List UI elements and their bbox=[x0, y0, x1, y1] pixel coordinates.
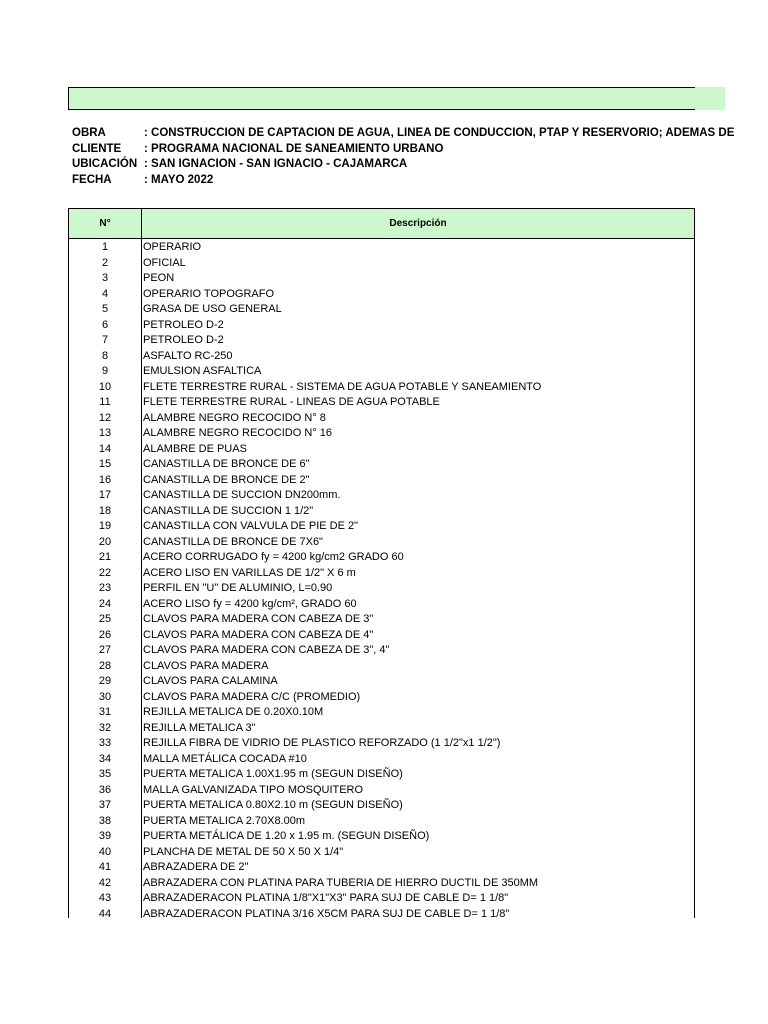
header-value: : PROGRAMA NACIONAL DE SANEAMIENTO URBANO bbox=[144, 142, 444, 155]
row-description: MALLA METÁLICA COCADA #10 bbox=[143, 752, 307, 765]
table-row bbox=[69, 426, 694, 442]
row-description: ALAMBRE NEGRO RECOCIDO N° 8 bbox=[143, 411, 326, 424]
row-description: CLAVOS PARA MADERA bbox=[143, 659, 269, 672]
table-row bbox=[69, 535, 694, 551]
row-number: 7 bbox=[101, 334, 109, 346]
materials-table bbox=[68, 208, 695, 918]
row-number: 20 bbox=[98, 535, 112, 548]
row-number: 22 bbox=[98, 566, 112, 579]
row-description: CLAVOS PARA MADERA CON CABEZA DE 3", 4" bbox=[143, 644, 390, 656]
row-number: 35 bbox=[98, 768, 112, 780]
table-row bbox=[69, 783, 694, 799]
header-row-obra bbox=[72, 126, 752, 142]
row-description: FLETE TERRESTRE RURAL - SISTEMA DE AGUA POTABLE Y SANEAMIENTO bbox=[143, 380, 542, 393]
table-row bbox=[69, 240, 694, 256]
title-banner bbox=[68, 87, 695, 110]
table-row bbox=[69, 256, 694, 272]
header-value: : MAYO 2022 bbox=[144, 173, 214, 186]
table-row bbox=[69, 891, 694, 907]
row-description: ASFALTO RC-250 bbox=[143, 349, 233, 362]
row-description: EMULSION ASFALTICA bbox=[143, 365, 262, 377]
row-description: OFICIAL bbox=[143, 256, 186, 269]
table-row bbox=[69, 845, 694, 861]
header-label: CLIENTE bbox=[72, 142, 122, 155]
row-description: PETROLEO D-2 bbox=[143, 318, 224, 331]
table-row bbox=[69, 798, 694, 814]
table-row bbox=[69, 767, 694, 783]
table-row bbox=[69, 907, 694, 919]
table-row bbox=[69, 628, 694, 644]
table-row bbox=[69, 690, 694, 706]
table-row bbox=[69, 395, 694, 411]
row-description: PUERTA METALICA 2.70X8.00m bbox=[143, 814, 306, 827]
row-number: 16 bbox=[98, 473, 112, 486]
row-number: 23 bbox=[98, 582, 112, 594]
table-row bbox=[69, 659, 694, 675]
row-number: 13 bbox=[98, 427, 112, 439]
table-row bbox=[69, 457, 694, 473]
header-value: : SAN IGNACION - SAN IGNACIO - CAJAMARCA bbox=[144, 158, 408, 170]
row-number: 32 bbox=[98, 721, 112, 734]
table-row bbox=[69, 876, 694, 892]
row-description: REJILLA METALICA DE 0.20X0.10M bbox=[143, 706, 324, 718]
row-description: CLAVOS PARA CALAMINA bbox=[143, 675, 278, 687]
row-number: 29 bbox=[98, 675, 112, 687]
row-number: 10 bbox=[98, 380, 112, 393]
header-row-fecha bbox=[72, 173, 752, 189]
table-row bbox=[69, 349, 694, 365]
row-description: CANASTILLA DE SUCCION 1 1/2" bbox=[143, 504, 314, 517]
row-description: CANASTILLA DE BRONCE DE 7X6" bbox=[143, 535, 323, 548]
row-description: PERFIL EN "U" DE ALUMINIO, L=0.90 bbox=[143, 582, 333, 594]
row-number: 2 bbox=[101, 256, 109, 269]
table-row bbox=[69, 287, 694, 303]
row-number: 25 bbox=[98, 613, 112, 625]
table-header bbox=[68, 208, 695, 239]
table-row bbox=[69, 597, 694, 613]
row-description: CLAVOS PARA MADERA CON CABEZA DE 4" bbox=[143, 628, 374, 641]
row-description: PUERTA METALICA 1.00X1.95 m (SEGUN DISEÑO) bbox=[143, 768, 403, 780]
row-number: 38 bbox=[98, 814, 112, 827]
row-description: GRASA DE USO GENERAL bbox=[143, 303, 282, 315]
header-label: OBRA bbox=[72, 127, 106, 139]
row-number: 27 bbox=[98, 644, 112, 656]
column-header-description: Descripción bbox=[389, 218, 447, 229]
row-description: OPERARIO TOPOGRAFO bbox=[143, 287, 275, 300]
row-number: 1 bbox=[101, 241, 109, 253]
title-banner-extension bbox=[695, 87, 725, 110]
row-number: 14 bbox=[98, 442, 112, 455]
table-row bbox=[69, 411, 694, 427]
table-row bbox=[69, 721, 694, 737]
table-row bbox=[69, 318, 694, 334]
table-row bbox=[69, 302, 694, 318]
row-number: 31 bbox=[98, 706, 112, 718]
row-description: PLANCHA DE METAL DE 50 X 50 X 1/4" bbox=[143, 845, 344, 858]
row-number: 3 bbox=[101, 272, 109, 284]
row-number: 6 bbox=[101, 318, 109, 331]
row-number: 26 bbox=[98, 628, 112, 641]
row-number: 18 bbox=[98, 504, 112, 517]
table-row bbox=[69, 752, 694, 768]
row-number: 42 bbox=[98, 876, 112, 889]
row-description: ALAMBRE NEGRO RECOCIDO N° 16 bbox=[143, 427, 332, 439]
table-row bbox=[69, 814, 694, 830]
table-row bbox=[69, 519, 694, 535]
table-row bbox=[69, 488, 694, 504]
row-number: 28 bbox=[98, 659, 112, 672]
row-description: PETROLEO D-2 bbox=[143, 334, 224, 346]
row-description: ABRAZADERACON PLATINA 1/8"X1"X3" PARA SUJ DE CABLE D= 1 1/8" bbox=[143, 892, 509, 904]
table-row bbox=[69, 504, 694, 520]
row-number: 41 bbox=[98, 861, 112, 873]
row-description: CANASTILLA CON VALVULA DE PIE DE 2" bbox=[143, 520, 359, 532]
row-number: 30 bbox=[98, 690, 112, 703]
row-number: 44 bbox=[98, 907, 112, 918]
row-description: ABRAZADERA DE 2" bbox=[143, 861, 249, 873]
table-row bbox=[69, 550, 694, 566]
row-description: PEON bbox=[143, 272, 175, 284]
row-number: 24 bbox=[98, 597, 112, 610]
row-number: 33 bbox=[98, 737, 112, 749]
row-number: 8 bbox=[101, 349, 109, 362]
row-number: 40 bbox=[98, 845, 112, 858]
table-row bbox=[69, 364, 694, 380]
table-row bbox=[69, 566, 694, 582]
row-number: 9 bbox=[101, 365, 109, 377]
row-description: PUERTA METALICA 0.80X2.10 m (SEGUN DISEÑO) bbox=[143, 799, 403, 811]
row-description: CANASTILLA DE SUCCION DN200mm. bbox=[143, 489, 341, 501]
row-description: MALLA GALVANIZADA TIPO MOSQUITERO bbox=[143, 783, 364, 796]
table-row bbox=[69, 442, 694, 458]
column-header-number: N° bbox=[69, 209, 142, 238]
row-number: 19 bbox=[98, 520, 112, 532]
row-description: REJILLA METALICA 3" bbox=[143, 721, 256, 734]
header-value: : CONSTRUCCION DE CAPTACION DE AGUA, LINEA DE CONDUCCION, PTAP Y RESERVORIO; ADEMAS DE bbox=[144, 127, 735, 139]
row-description: CLAVOS PARA MADERA CON CABEZA DE 3" bbox=[143, 613, 374, 625]
row-number: 21 bbox=[98, 551, 112, 563]
row-number: 43 bbox=[98, 892, 112, 904]
row-number: 11 bbox=[99, 396, 111, 408]
row-description: ACERO CORRUGADO fy = 4200 kg/cm2 GRADO 60 bbox=[143, 551, 404, 563]
row-number: 4 bbox=[101, 287, 109, 300]
row-description: FLETE TERRESTRE RURAL - LINEAS DE AGUA POTABLE bbox=[143, 396, 440, 408]
table-row bbox=[69, 674, 694, 690]
table-row bbox=[69, 705, 694, 721]
row-number: 15 bbox=[98, 458, 112, 470]
row-number: 37 bbox=[98, 799, 112, 811]
header-row-cliente bbox=[72, 142, 752, 158]
table-row bbox=[69, 736, 694, 752]
table-row bbox=[69, 333, 694, 349]
header-label: UBICACIÓN bbox=[72, 158, 138, 170]
row-description: ABRAZADERACON PLATINA 3/16 X5CM PARA SUJ DE CABLE D= 1 1/8" bbox=[143, 907, 510, 918]
project-header bbox=[72, 126, 752, 188]
row-description: ACERO LISO fy = 4200 kg/cm², GRADO 60 bbox=[143, 597, 357, 610]
row-description: ACERO LISO EN VARILLAS DE 1/2" X 6 m bbox=[143, 566, 356, 579]
row-description: PUERTA METÁLICA DE 1.20 x 1.95 m. (SEGUN DISEÑO) bbox=[143, 830, 430, 842]
row-description: CANASTILLA DE BRONCE DE 6" bbox=[143, 458, 310, 470]
table-body bbox=[68, 239, 695, 918]
table-row bbox=[69, 829, 694, 845]
table-row bbox=[69, 612, 694, 628]
table-row bbox=[69, 271, 694, 287]
table-row bbox=[69, 643, 694, 659]
header-label: FECHA bbox=[72, 173, 112, 186]
row-number: 5 bbox=[101, 303, 109, 315]
table-row bbox=[69, 581, 694, 597]
row-number: 34 bbox=[98, 752, 112, 765]
table-row bbox=[69, 860, 694, 876]
row-number: 36 bbox=[98, 783, 112, 796]
row-description: ALAMBRE DE PUAS bbox=[143, 442, 247, 455]
row-description: ABRAZADERA CON PLATINA PARA TUBERIA DE HIERRO DUCTIL DE 350MM bbox=[143, 876, 539, 889]
table-row bbox=[69, 473, 694, 489]
row-description: CANASTILLA DE BRONCE DE 2" bbox=[143, 473, 310, 486]
row-number: 12 bbox=[98, 411, 112, 424]
row-description: OPERARIO bbox=[143, 241, 202, 253]
row-description: REJILLA FIBRA DE VIDRIO DE PLASTICO REFORZADO (1 1/2"x1 1/2") bbox=[143, 737, 501, 749]
table-row bbox=[69, 380, 694, 396]
row-description: CLAVOS PARA MADERA C/C (PROMEDIO) bbox=[143, 690, 361, 703]
header-row-ubicacion bbox=[72, 157, 752, 173]
row-number: 39 bbox=[98, 830, 112, 842]
row-number: 17 bbox=[98, 489, 112, 501]
